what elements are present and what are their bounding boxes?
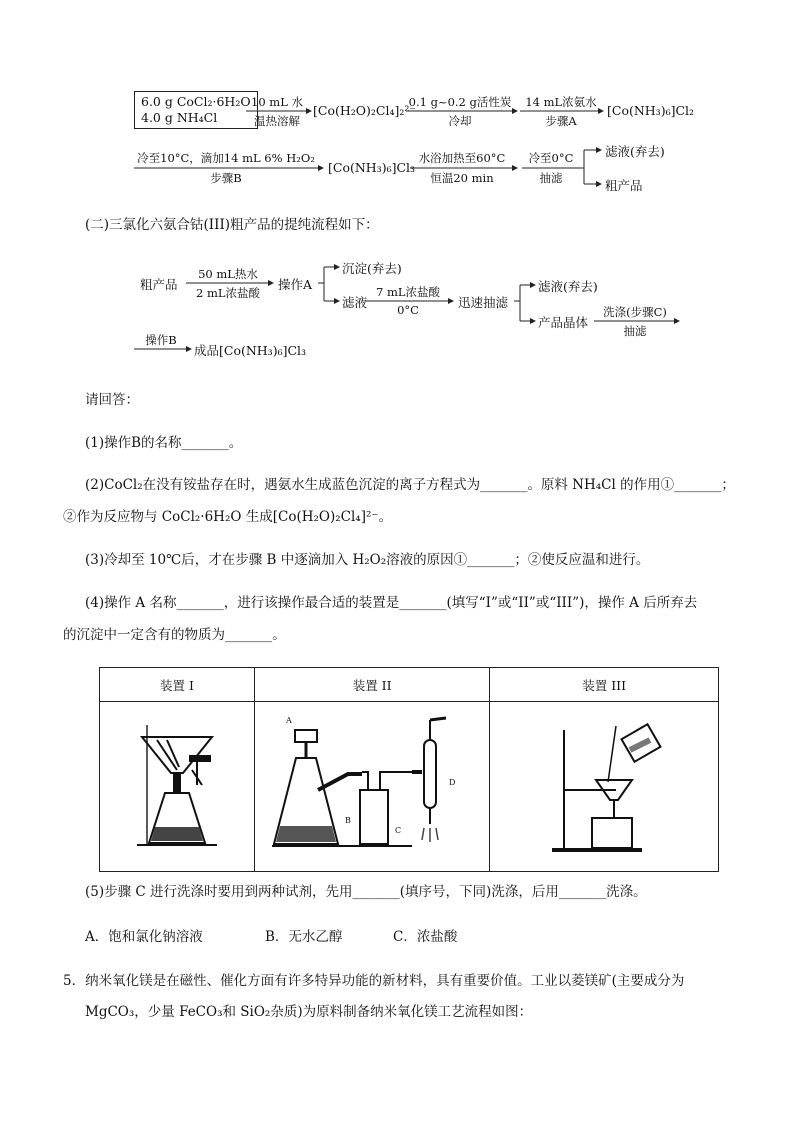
flow1-branch-crude: 粗产品: [605, 178, 643, 193]
flow1-product-2: [Co(NH₃)₆]Cl₂: [607, 103, 695, 118]
flow2-a1-top: 50 mL热水: [198, 267, 258, 281]
flow1-a4-bottom: 步骤B: [210, 171, 242, 185]
question-5: (5)步骤 C 进行洗涤时要用到两种试剂，先用_______(填序号，下同)洗涤，后用_______洗涤。: [85, 884, 647, 900]
apparatus-header-3: 装置 III: [490, 668, 719, 702]
flow2-start: 粗产品: [140, 277, 178, 292]
gravity-filtration-apparatus-icon: [117, 715, 237, 855]
reactant-nh4cl: 4.0 g NH₄Cl: [141, 110, 218, 125]
problem-5-line-2: MgCO₃，少量 FeCO₃和 SiO₂杂质)为原料制备纳米氧化镁工艺流程如图：: [85, 1004, 533, 1020]
question-2-line-1: (2)CoCl₂在没有铵盐存在时，遇氨水生成蓝色沉淀的离子方程式为_______。原料 NH₄Cl 的作用①_______；: [85, 477, 735, 493]
flow2-fast-filter: 迅速抽滤: [458, 295, 509, 310]
flow2-opA: 操作A: [278, 277, 313, 292]
label-b: B: [345, 816, 351, 825]
question-4-line-1: (4)操作 A 名称_______，进行该操作最合适的装置是_______(填写“I”或“II”或“III”)，操作 A 后所弃去: [85, 595, 698, 611]
flow1-a1-bottom: 温热溶解: [254, 114, 300, 128]
section2-title: (二)三氯化六氨合钴(III)粗产品的提纯流程如下：: [85, 217, 379, 233]
flow2-final: 成品[Co(NH₃)₆]Cl₃: [194, 343, 307, 358]
flow2-a3-top: 洗涤(步骤C): [603, 305, 667, 319]
flow2-c2: 产品晶体: [538, 315, 589, 330]
flow2-a2-bottom: 0°C: [397, 303, 419, 317]
flow1-a3-top: 14 mL浓氨水: [525, 95, 597, 109]
flow2-a2-top: 7 mL浓盐酸: [375, 285, 440, 299]
question-4-line-2: 的沉淀中一定含有的物质为_______。: [63, 627, 286, 643]
apparatus-header-2: 装置 II: [255, 668, 490, 702]
flow2-a3-bottom: 抽滤: [623, 324, 647, 338]
apparatus-2-cell: [255, 702, 490, 872]
apparatus-3-cell: [490, 702, 719, 872]
flow1-a1-top: 10 mL 水: [251, 95, 303, 109]
flow1-a4-top: 冷至10°C，滴加14 mL 6% H₂O₂: [137, 151, 315, 165]
label-a: A: [286, 716, 292, 725]
question-2-line-2: ②作为反应物与 CoCl₂·6H₂O 生成[Co(H₂O)₂Cl₄]²⁻。: [63, 509, 393, 525]
flow1-a5-top: 水浴加热至60°C: [418, 151, 506, 165]
flow1-a2-bottom: 冷却: [448, 114, 472, 128]
option-b: B．无水乙醇: [265, 929, 343, 945]
flow2-c1: 滤液(弃去): [538, 279, 598, 294]
question-3: (3)冷却至 10℃后，才在步骤 B 中逐滴加入 H₂O₂溶液的原因①_______；②使反应温和进行。: [85, 552, 650, 568]
option-c: C．浓盐酸: [393, 929, 458, 945]
flow1-branch-filtrate: 滤液(弃去): [605, 144, 665, 159]
filtration-stand-apparatus-icon: [534, 710, 674, 860]
reactant-cocl2: 6.0 g CoCl₂·6H₂O: [141, 94, 251, 109]
flow2-a1-bottom: 2 mL浓盐酸: [195, 286, 260, 300]
flow2-precip: 沉淀(弃去): [342, 261, 402, 276]
problem-5-line-1: 5．纳米氧化镁是在磁性、催化方面有许多特异功能的新材料，具有重要价值。工业以菱镁矿(主要成分为: [63, 973, 685, 989]
label-c: C: [395, 826, 402, 835]
apparatus-1-cell: [100, 702, 255, 872]
flow2-a4-top: 操作B: [145, 333, 177, 347]
apparatus-table: [99, 667, 719, 872]
apparatus-header-1: 装置 I: [100, 668, 255, 702]
option-a: A．饱和氯化钠溶液: [85, 929, 203, 945]
question-1: (1)操作B的名称_______。: [85, 435, 243, 451]
flow1-product-3: [Co(NH₃)₆]Cl₃: [328, 160, 416, 175]
flow1-a2-top: 0.1 g~0.2 g活性炭: [408, 95, 512, 109]
label-d: D: [449, 778, 456, 787]
flow1-a5-bottom: 恒温20 min: [430, 171, 494, 185]
flow1-a3-bottom: 步骤A: [545, 114, 577, 128]
flow1-a6-top: 冷至0°C: [528, 151, 574, 165]
ask-prompt: 请回答：: [85, 392, 139, 408]
flow1-product-1: [Co(H₂O)₂Cl₄]₂²⁻: [313, 103, 416, 118]
flow1-a6-bottom: 抽滤: [539, 171, 563, 185]
flow2-filtrate: 滤液: [342, 295, 368, 310]
